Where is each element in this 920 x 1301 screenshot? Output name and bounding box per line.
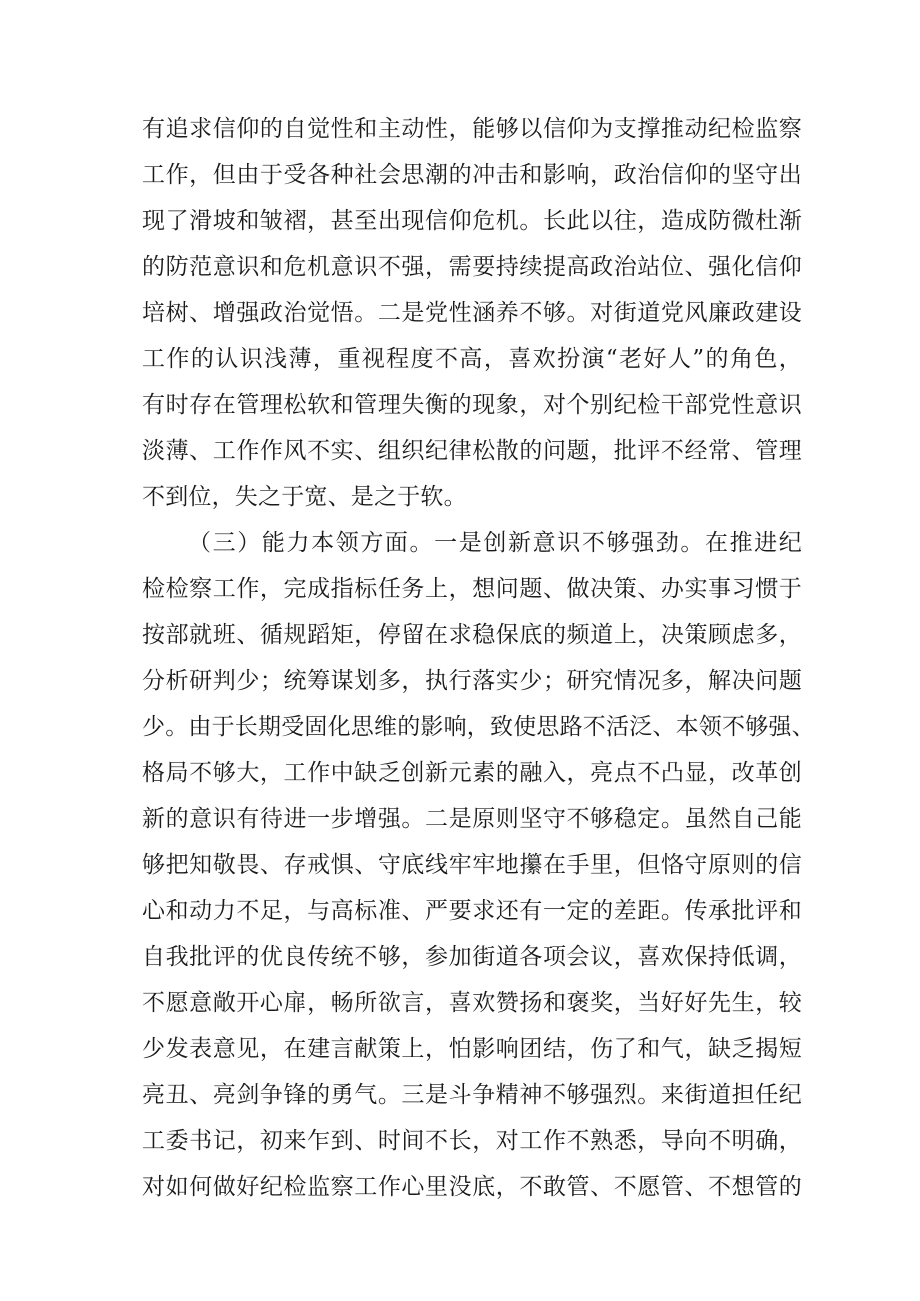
text-line: 工作的认识浅薄，重视程度不高，喜欢扮演“老好人”的角色， [142,346,802,372]
text-line: 少。由于长期受固化思维的影响，致使思路不活泛、本领不够强、 [142,714,815,740]
text-line: 格局不够大，工作中缺乏创新元素的融入，亮点不凸显，改革创 [142,760,802,786]
text-line: 少发表意见，在建言献策上，怕影响团结，伤了和气，缺乏揭短 [142,1036,802,1062]
text-line: 对如何做好纪检监察工作心里没底，不敢管、不愿管、不想管的 [142,1174,802,1200]
text-line: 工作，但由于受各种社会思潮的冲击和影响，政治信仰的坚守出 [142,162,802,188]
text-line: 淡薄、工作作风不实、组织纪律松散的问题，批评不经常、管理 [142,438,802,464]
text-line: 心和动力不足，与高标准、严要求还有一定的差距。传承批评和 [142,898,802,924]
text-line: 的防范意识和危机意识不强，需要持续提高政治站位、强化信仰 [142,254,802,280]
text-line: 不愿意敞开心扉，畅所欲言，喜欢赞扬和褒奖，当好好先生，较 [142,990,802,1016]
text-line: 按部就班、循规蹈矩，停留在求稳保底的频道上，决策顾虑多， [142,622,802,648]
section-heading-line: （三）能力本领方面。一是创新意识不够强劲。在推进纪 [188,530,802,556]
text-line: 现了滑坡和皱褶，甚至出现信仰危机。长此以往，造成防微杜渐 [142,208,802,234]
text-line: 新的意识有待进一步增强。二是原则坚守不够稳定。虽然自己能 [142,806,802,832]
text-line: 培树、增强政治觉悟。二是党性涵养不够。对街道党风廉政建设 [142,300,802,326]
text-line: 亮丑、亮剑争锋的勇气。三是斗争精神不够强烈。来街道担任纪 [142,1082,802,1108]
paragraph-end-line: 不到位，失之于宽、是之于软。 [142,484,467,510]
text-line: 够把知敬畏、存戒惧、守底线牢牢地攥在手里，但恪守原则的信 [142,852,802,878]
body-text [142,106,815,1210]
text-line: 有时存在管理松软和管理失衡的现象，对个别纪检干部党性意识 [142,392,802,418]
text-line: 检检察工作，完成指标任务上，想问题、做决策、办实事习惯于 [142,576,802,602]
text-line: 自我批评的优良传统不够，参加街道各项会议，喜欢保持低调， [142,944,802,970]
text-line: 工委书记，初来乍到、时间不长，对工作不熟悉，导向不明确， [142,1128,802,1154]
text-line: 有追求信仰的自觉性和主动性，能够以信仰为支撑推动纪检监察 [142,116,802,142]
text-line: 分析研判少；统筹谋划多，执行落实少；研究情况多，解决问题 [142,668,802,694]
